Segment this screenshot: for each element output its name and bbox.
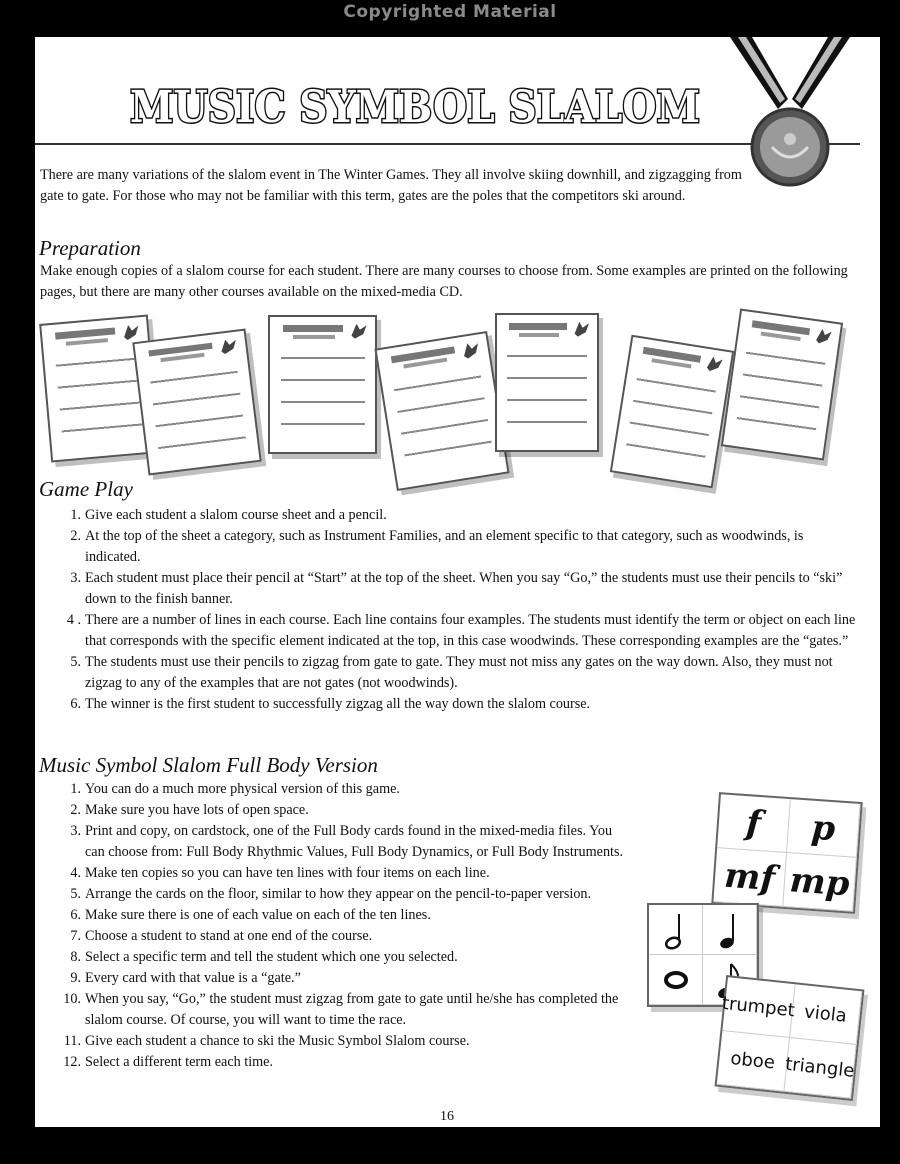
copyright-banner: Copyrighted Material — [343, 2, 557, 22]
preparation-heading: Preparation — [39, 236, 141, 260]
list-item — [35, 568, 860, 610]
dynamic-p: p — [787, 799, 861, 858]
instruments-card — [715, 975, 865, 1101]
list-item-number: 5. — [70, 886, 81, 902]
dynamics-card — [711, 792, 862, 914]
list-item-number: 4. — [70, 865, 81, 881]
list-item-text: You can do a much more physical version of this game. — [85, 781, 400, 797]
list-item-number: 1. — [70, 507, 81, 523]
list-item-number: 5. — [70, 654, 81, 670]
intro-paragraph: There are many variations of the slalom event in The Winter Games. They all involve skiing downhill, and zigzagging from gate to gate. For those who may not be familiar with this term, gates are the poles that the competitors ski around. — [40, 167, 742, 204]
list-item-number: 8. — [70, 949, 81, 965]
course-sheet-thumb — [610, 335, 734, 489]
instrument-triangle: triangle — [784, 1038, 857, 1099]
list-item — [35, 800, 625, 821]
preparation-text: Make enough copies of a slalom course for each student. There are many courses to choose from. Some examples are printed on the following pages, but there are many other courses available on the mixed-media CD. — [40, 263, 848, 300]
instrument-oboe: oboe — [717, 1031, 790, 1092]
list-item — [35, 989, 625, 1031]
list-item — [35, 926, 625, 947]
half-note-icon — [649, 905, 703, 955]
list-item-text: The winner is the first student to successfully zigzag all the way down the slalom course. — [85, 696, 591, 712]
page-number: 16 — [440, 1109, 454, 1124]
course-sheet-thumb — [268, 315, 377, 454]
list-item-text: Each student must place their pencil at “Start” at the top of the sheet. When you say “Go,” the students must use their pencils to “ski” down to the finish banner. — [85, 570, 843, 607]
fullbody-heading: Music Symbol Slalom Full Body Version — [39, 753, 378, 777]
list-item-text: The students must use their pencils to zigzag from gate to gate. They must not miss any gates on the way down. Also, they must not zigzag to any of the examples that are not gates (not woodwinds). — [85, 654, 833, 691]
gameplay-list — [35, 505, 860, 715]
instrument-viola: viola — [790, 984, 863, 1045]
list-item — [35, 821, 625, 863]
list-item-number: 2. — [70, 528, 81, 544]
list-item-number: 1. — [70, 781, 81, 797]
instrument-trumpet: trumpet — [722, 977, 795, 1038]
list-item-number: 6. — [70, 696, 81, 712]
list-item — [35, 779, 625, 800]
list-item — [35, 1031, 625, 1052]
list-item-number: 6. — [70, 907, 81, 923]
whole-note-icon — [649, 955, 703, 1005]
list-item-number: 12. — [63, 1054, 81, 1070]
list-item-text: Every card with that value is a “gate.” — [85, 970, 301, 986]
list-item-text: Arrange the cards on the floor, similar to how they appear on the pencil-to-paper version. — [85, 886, 592, 902]
list-item-number: 2. — [70, 802, 81, 818]
list-item — [35, 694, 860, 715]
document-page — [35, 37, 880, 1127]
list-item — [35, 863, 625, 884]
list-item — [35, 968, 625, 989]
list-item-text: Choose a student to stand at one end of the course. — [85, 928, 373, 944]
list-item — [35, 610, 860, 652]
list-item-number: 3. — [70, 570, 81, 586]
quarter-note-icon — [703, 905, 757, 955]
page-title — [125, 82, 705, 133]
list-item-number: 9. — [70, 970, 81, 986]
list-item-number: 3. — [70, 823, 81, 839]
dynamic-f: f — [717, 794, 791, 853]
list-item — [35, 905, 625, 926]
list-item-text: Make sure there is one of each value on each of the ten lines. — [85, 907, 431, 923]
dynamic-mf: mf — [713, 848, 787, 907]
list-item — [35, 947, 625, 968]
list-item — [35, 1052, 625, 1073]
list-item — [35, 505, 860, 526]
list-item-text: Select a specific term and tell the student which one you selected. — [85, 949, 458, 965]
list-item-number: 11. — [63, 1033, 81, 1049]
dynamic-mp: mp — [783, 853, 857, 912]
gameplay-heading: Game Play — [39, 477, 133, 501]
title-text: MUSIC SYMBOL SLALOM — [130, 82, 700, 133]
list-item — [35, 526, 860, 568]
list-item-number: 4 . — [66, 612, 81, 628]
course-sheet-thumb — [495, 313, 599, 452]
fullbody-list — [35, 779, 625, 1073]
list-item — [35, 652, 860, 694]
list-item-text: There are a number of lines in each course. Each line contains four examples. The students must identify the term or object on each line that corresponds with the specific element indicated at the top, in this case woodwinds. These corresponding examples are the “gates.” — [85, 612, 856, 649]
list-item-number: 7. — [70, 928, 81, 944]
list-item-text: Print and copy, on cardstock, one of the Full Body cards found in the mixed-media files. You can choose from: Full Body Rhythmic Values, Full Body Dynamics, or Full Body Instruments. — [85, 823, 624, 860]
list-item-text: Select a different term each time. — [85, 1054, 274, 1070]
list-item-text: Give each student a chance to ski the Music Symbol Slalom course. — [85, 1033, 470, 1049]
list-item-text: Make sure you have lots of open space. — [85, 802, 309, 818]
course-sheet-thumb — [721, 308, 843, 460]
list-item-text: Make ten copies so you can have ten lines with four items on each line. — [85, 865, 490, 881]
course-sheet-thumb — [374, 331, 509, 491]
list-item-text: At the top of the sheet a category, such as Instrument Families, and an element specific to that category, such as woodwinds, is indicated. — [85, 528, 804, 565]
list-item-text: When you say, “Go,” the student must zigzag from gate to gate until he/she has completed the slalom course. Of course, you will want to time the race. — [85, 991, 619, 1028]
list-item — [35, 884, 625, 905]
list-item-text: Give each student a slalom course sheet and a pencil. — [85, 507, 387, 523]
course-sheet-thumb — [132, 329, 261, 476]
list-item-number: 10. — [63, 991, 81, 1007]
